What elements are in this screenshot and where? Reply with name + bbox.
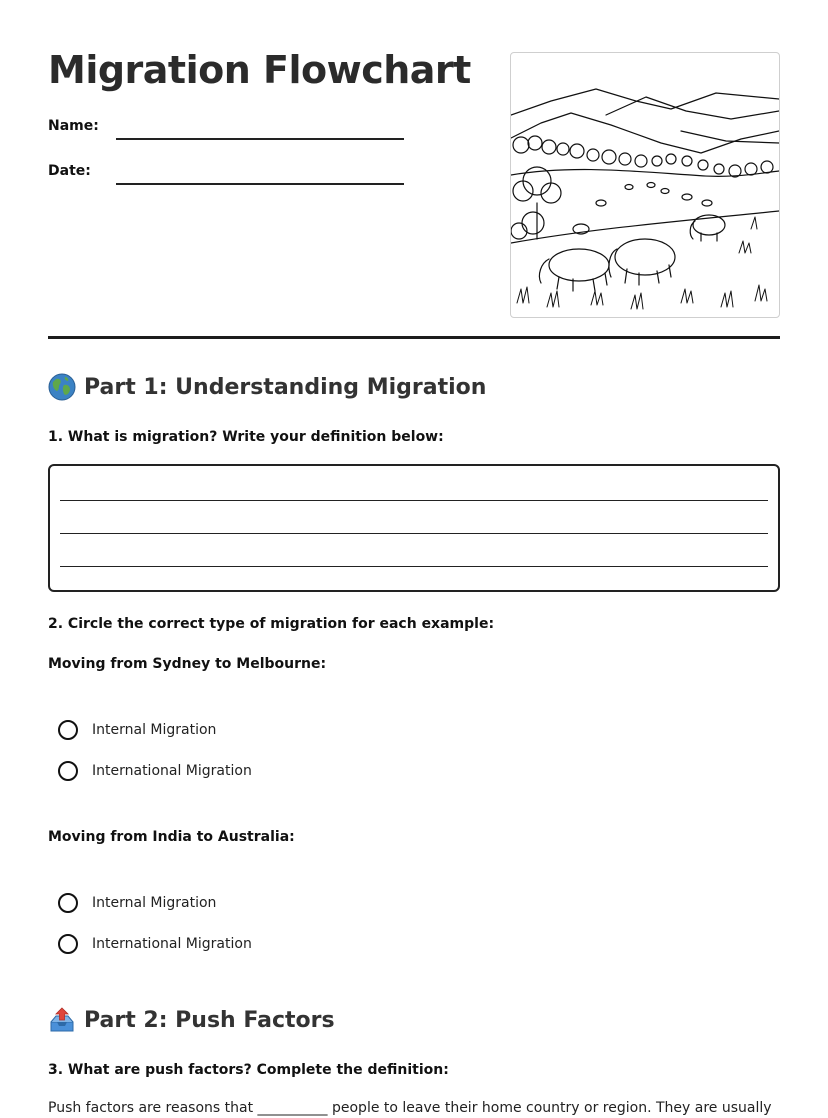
answer-line-3[interactable]: [60, 566, 768, 567]
question-3: 3. What are push factors? Complete the definition:: [48, 1062, 449, 1078]
option-label: International Migration: [92, 763, 252, 779]
globe-icon: [48, 373, 76, 401]
elephant-1: [539, 249, 609, 291]
date-blank-line[interactable]: [116, 183, 404, 185]
elephant-2: [609, 239, 675, 285]
example-2-option-internal[interactable]: [58, 891, 216, 915]
page-title: Migration Flowchart: [48, 48, 471, 92]
example-2-option-international[interactable]: [58, 932, 252, 956]
radio-circle-icon[interactable]: [58, 893, 78, 913]
date-label: Date:: [48, 163, 91, 179]
part1-heading-text: Part 1: Understanding Migration: [84, 374, 487, 400]
tree-left: [511, 167, 561, 239]
example-2-prompt: Moving from India to Australia:: [48, 829, 295, 845]
radio-circle-icon[interactable]: [58, 720, 78, 740]
part2-heading-text: Part 2: Push Factors: [84, 1007, 335, 1033]
radio-circle-icon[interactable]: [58, 761, 78, 781]
example-1-prompt: Moving from Sydney to Melbourne:: [48, 656, 327, 672]
answer-line-1[interactable]: [60, 500, 768, 501]
part2-heading: [48, 1006, 335, 1034]
outbox-tray-icon: [48, 1006, 76, 1034]
name-blank-line[interactable]: [116, 138, 404, 140]
option-label: Internal Migration: [92, 895, 217, 911]
question-1: 1. What is migration? Write your definition below:: [48, 429, 444, 445]
radio-circle-icon[interactable]: [58, 934, 78, 954]
elephant-right: [690, 215, 725, 241]
option-label: International Migration: [92, 936, 252, 952]
part1-heading: [48, 373, 486, 401]
option-label: Internal Migration: [92, 722, 217, 738]
migration-illustration: [510, 52, 780, 318]
grass-foreground: [517, 217, 767, 309]
definition-answer-box[interactable]: [48, 464, 780, 592]
example-1-option-internal[interactable]: [58, 718, 216, 742]
question-2: 2. Circle the correct type of migration for each example:: [48, 616, 495, 632]
header-divider: [48, 336, 780, 339]
example-1-option-international[interactable]: [58, 759, 252, 783]
push-factors-definition[interactable]: Push factors are reasons that __________ people to leave their home country or region. They are usually: [48, 1100, 772, 1116]
answer-line-2[interactable]: [60, 533, 768, 534]
name-label: Name:: [48, 118, 99, 134]
worksheet-page: [48, 0, 780, 1118]
